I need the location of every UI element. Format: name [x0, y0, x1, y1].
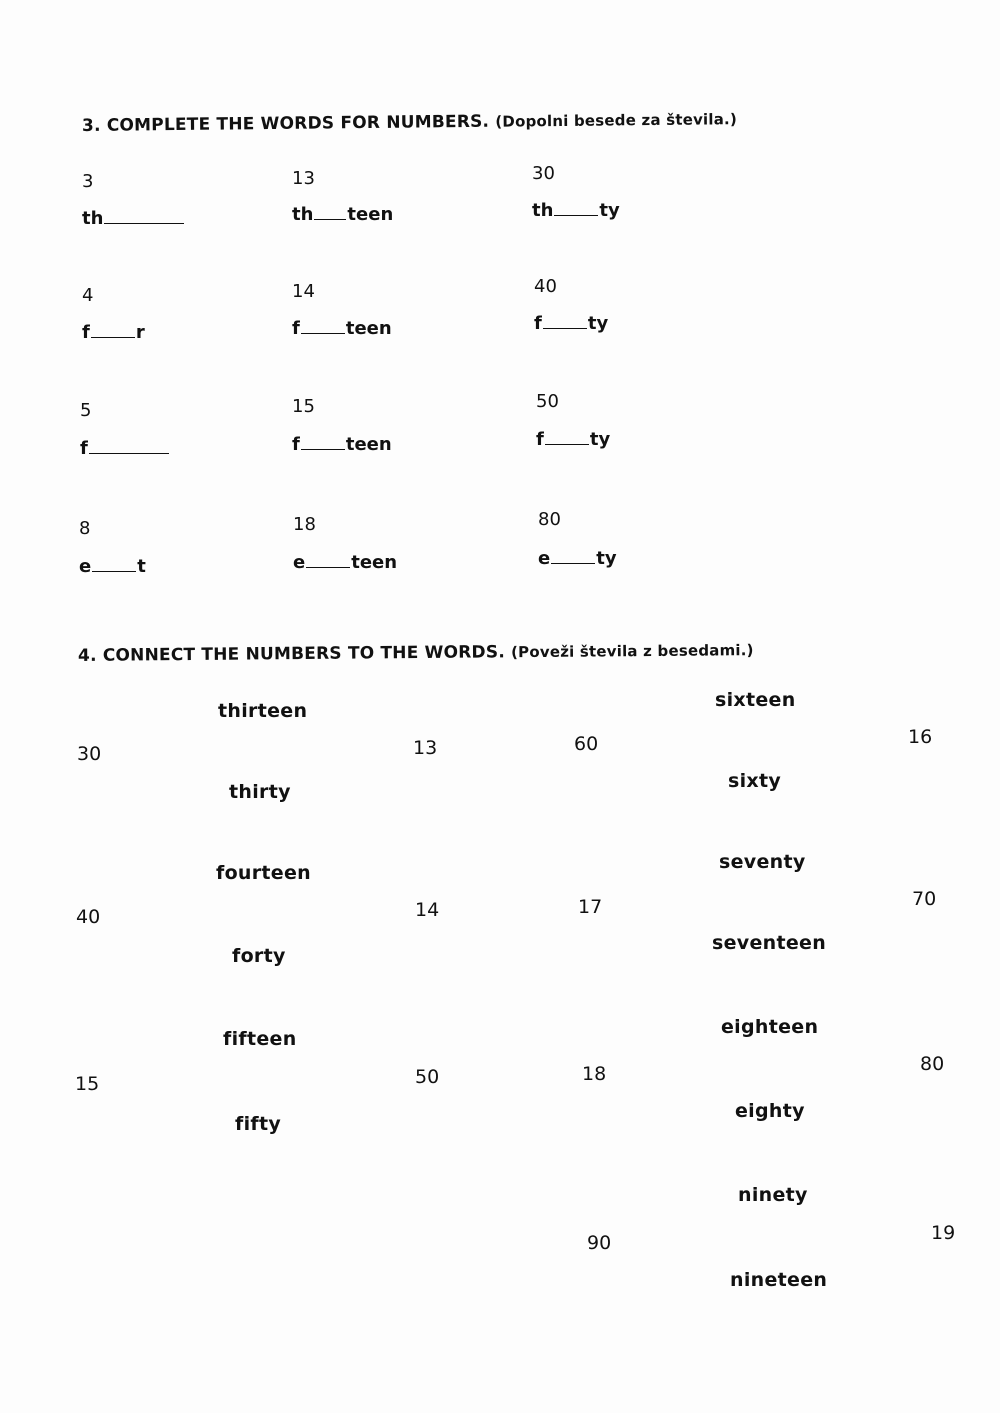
ex4-number[interactable]: 19 — [931, 1222, 956, 1244]
ex4-word[interactable]: eighteen — [721, 1016, 819, 1038]
ex4-word[interactable]: fourteen — [216, 862, 311, 884]
ex4-word[interactable]: seventeen — [712, 932, 827, 954]
ex3-word-blank[interactable]: f ty — [536, 429, 611, 450]
ex3-number: 15 — [292, 396, 315, 417]
ex3-word-blank[interactable]: th teen — [292, 204, 394, 225]
exercise-3-heading — [82, 109, 737, 136]
ex3-number: 3 — [82, 171, 94, 192]
ex4-word[interactable]: sixteen — [715, 689, 796, 711]
ex4-word[interactable]: eighty — [735, 1100, 805, 1122]
ex3-number: 13 — [292, 168, 315, 189]
ex4-number[interactable]: 16 — [908, 726, 933, 748]
ex4-word[interactable]: seventy — [719, 851, 806, 873]
ex3-word-blank[interactable]: f ty — [534, 313, 609, 334]
ex3-number: 18 — [293, 514, 316, 535]
ex4-number[interactable]: 40 — [76, 906, 101, 928]
exercise-4-title: 4. CONNECT THE NUMBERS TO THE WORDS. — [77, 642, 506, 666]
ex4-number[interactable]: 50 — [415, 1066, 440, 1088]
ex3-word-blank[interactable]: f teen — [292, 318, 392, 339]
ex3-word-blank[interactable]: e teen — [293, 552, 398, 573]
ex3-number: 14 — [292, 281, 315, 302]
ex3-word-blank[interactable]: e t — [79, 556, 146, 577]
ex3-number: 80 — [538, 509, 561, 530]
ex4-number[interactable]: 17 — [578, 896, 603, 918]
ex3-number: 4 — [82, 285, 94, 306]
ex3-word-blank[interactable]: f r — [82, 322, 145, 343]
exercise-4-heading — [78, 640, 754, 666]
ex4-number[interactable]: 30 — [77, 743, 102, 765]
ex4-word[interactable]: nineteen — [730, 1269, 828, 1291]
ex4-number[interactable]: 90 — [587, 1232, 612, 1254]
ex4-word[interactable]: thirteen — [218, 700, 308, 722]
ex4-number[interactable]: 14 — [415, 899, 440, 921]
ex3-number: 5 — [80, 400, 92, 421]
ex3-word-blank[interactable]: f — [80, 438, 170, 459]
ex3-number: 30 — [532, 163, 555, 184]
ex4-word[interactable]: thirty — [229, 781, 291, 803]
ex4-number[interactable]: 80 — [920, 1053, 945, 1075]
exercise-3-note: (Dopolni besede za števila.) — [495, 110, 738, 131]
ex4-number[interactable]: 18 — [582, 1063, 607, 1085]
ex3-word-blank[interactable]: th ty — [532, 200, 620, 221]
ex4-number[interactable]: 15 — [75, 1073, 100, 1095]
ex4-word[interactable]: ninety — [738, 1184, 808, 1206]
ex4-number[interactable]: 60 — [574, 733, 599, 755]
ex3-word-blank[interactable]: f teen — [292, 434, 392, 455]
ex3-number: 40 — [534, 276, 557, 297]
ex4-number[interactable]: 70 — [912, 888, 937, 910]
ex4-word[interactable]: fifty — [235, 1113, 282, 1135]
ex3-word-blank[interactable]: e ty — [538, 548, 617, 569]
ex3-word-blank[interactable]: th — [82, 208, 185, 229]
ex4-word[interactable]: forty — [232, 945, 286, 967]
exercise-4-note: (Poveži števila z besedami.) — [510, 641, 754, 662]
ex4-number[interactable]: 13 — [413, 737, 438, 759]
ex4-word[interactable]: fifteen — [223, 1028, 297, 1050]
ex3-number: 50 — [536, 391, 559, 412]
exercise-3-title: 3. COMPLETE THE WORDS FOR NUMBERS. — [81, 111, 490, 136]
ex4-word[interactable]: sixty — [728, 770, 782, 792]
ex3-number: 8 — [79, 518, 91, 539]
